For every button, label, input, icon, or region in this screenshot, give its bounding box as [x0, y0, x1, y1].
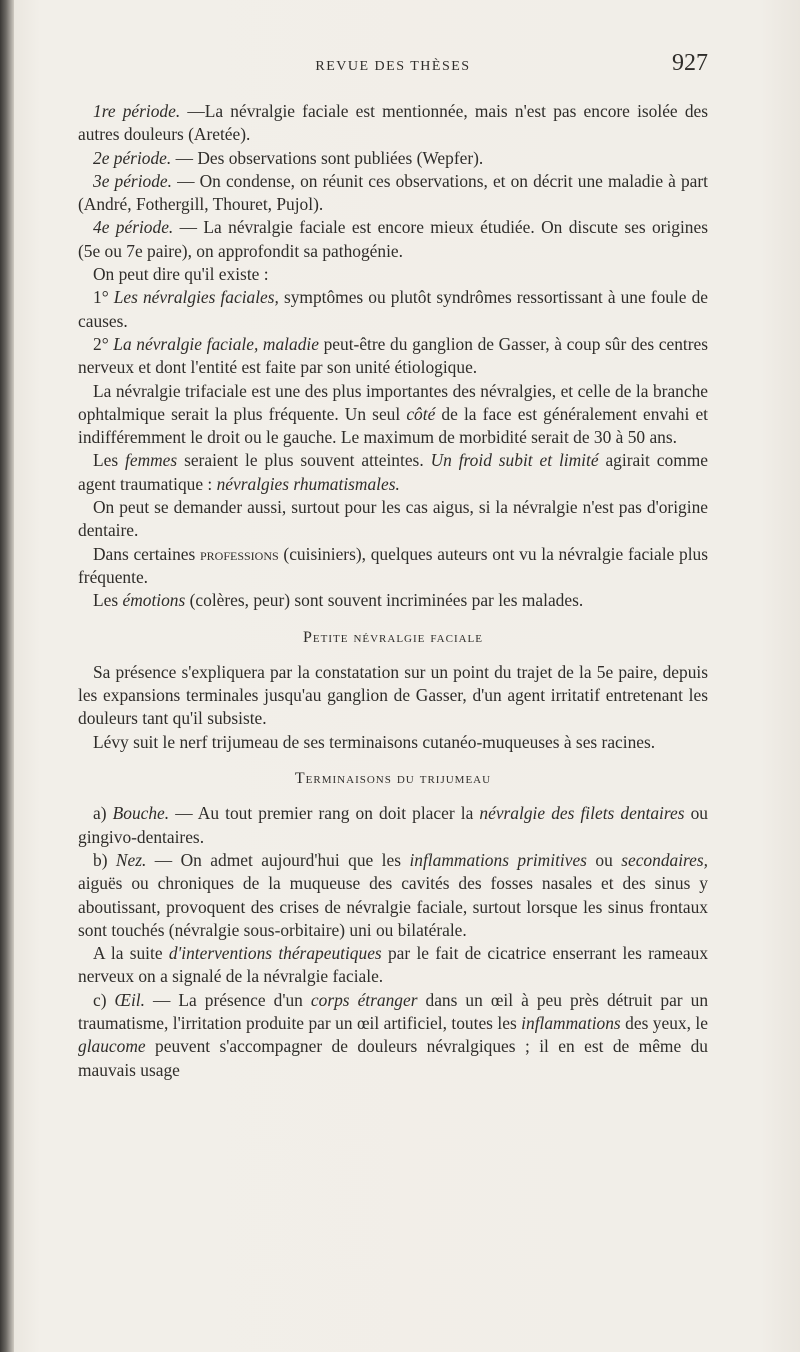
paragraph-item-b — [78, 849, 708, 942]
paragraph — [78, 449, 708, 496]
paragraph-item-c — [78, 989, 708, 1082]
text-run: — On admet aujourd'hui que les — [146, 849, 410, 870]
running-title: REVUE DES THÈSES — [315, 59, 471, 74]
emphasis: émotions — [122, 590, 186, 611]
lead-term: 3e période. — [93, 170, 172, 191]
paragraph — [78, 589, 708, 612]
paragraph-period-4 — [78, 216, 708, 263]
emphasis: côté — [406, 403, 436, 424]
text-run: —La névralgie faciale est mentionnée, mais n'est pas encore isolée des autres douleurs (Aretée). — [78, 101, 709, 145]
text-run: de la face est généralement envahi et indifféremment le droit ou le gauche. Le maximum de morbidité serait de 30 à 50 ans. — [78, 403, 709, 448]
text-run: b) — [93, 849, 116, 870]
text-run: peut-être du ganglion de Gasser, à coup sûr des centres nerveux et dont l'entité est faite par son unité étiologique. — [78, 333, 709, 378]
lead-term: 1re période. — [93, 101, 181, 121]
paragraph: Lévy suit le nerf trijumeau de ses terminaisons cutanéo-muqueuses à ses racines. — [93, 731, 656, 752]
binding-gutter — [0, 0, 14, 1352]
paragraph — [78, 543, 708, 590]
text-run: peuvent s'accompagner de douleurs névralgiques ; il en est de même du mauvais usage — [78, 1036, 708, 1080]
paragraph — [78, 380, 708, 450]
emphasis: névralgies rhumatismales. — [216, 473, 400, 494]
text-run: (cuisiniers), quelques auteurs ont vu la névralgie faciale plus fréquente. — [78, 543, 708, 587]
text-run: — Au tout premier rang on doit placer la — [169, 803, 480, 824]
text-run: (colères, peur) sont souvent incriminées par les malades. — [185, 590, 584, 611]
emphasis: La névralgie faciale, maladie — [113, 333, 319, 354]
paragraph-period-1 — [78, 100, 708, 147]
paragraph-period-3 — [78, 170, 708, 217]
emphasis: corps étranger — [310, 989, 418, 1010]
text-run: aiguës ou chroniques de la muqueuse des cavités des fosses nasales et des sinus y aboutissant, provoquent des crises de névralgie faciale, surtout lorsque les sinus frontaux sont touchés (névralgie sous-orbitaire) uni ou bilatérale. — [78, 873, 708, 940]
text-run: — On condense, on réunit ces observations, et on décrit une maladie à part (André, Fothergill, Thouret, Pujol). — [78, 170, 709, 215]
text-run: seraient le plus souvent atteintes. — [177, 450, 431, 471]
emphasis: Bouche. — [112, 803, 170, 824]
paragraph-item-a — [78, 802, 708, 849]
lead-term: 2e période. — [93, 147, 172, 168]
paragraph-item-2 — [78, 333, 708, 380]
body-text — [78, 100, 708, 1082]
text-run: c) — [93, 989, 115, 1010]
section-heading: Terminaisons du trijumeau — [294, 770, 492, 788]
text-run: La névralgie trifaciale est une des plus importantes des névralgies, et celle de la branche ophtalmique serait la plus fréquente. Un seul — [78, 380, 708, 424]
running-header — [78, 50, 708, 80]
emphasis: Nez. — [115, 849, 147, 870]
emphasis: glaucome — [78, 1036, 146, 1057]
paragraph: On peut dire qu'il existe : — [93, 264, 269, 285]
paragraph: Sa présence s'expliquera par la constatation sur un point du trajet de la 5e paire, depuis les expansions terminales jusqu'au ganglion de Gasser, d'un agent irritatif entretenant les douleurs tant qu'il subsiste. — [78, 661, 708, 729]
text-run: agirait comme agent traumatique : — [78, 450, 708, 494]
text-run: — La névralgie faciale est encore mieux étudiée. On discute ses origines (5e ou 7e paire), on approfondit sa pathogénie. — [78, 217, 708, 261]
text-run: par le fait de cicatrice enserrant les rameaux nerveux on a signalé de la névralgie faciale. — [78, 943, 709, 987]
text-run: ou gingivo-dentaires. — [78, 803, 708, 847]
text-run: dans un œil à peu près détruit par un traumatisme, l'irritation produite par un œil artificiel, toutes les — [78, 989, 709, 1033]
text-run: Les — [93, 450, 126, 471]
page-number: 927 — [672, 50, 708, 76]
paragraph: On peut se demander aussi, surtout pour les cas aigus, si la névralgie n'est pas d'origine dentaire. — [78, 497, 708, 541]
text-run: des yeux, le — [620, 1012, 708, 1033]
text-run: a) — [93, 803, 113, 824]
text-run: ou — [586, 849, 622, 870]
text-run: — La présence d'un — [144, 989, 311, 1010]
emphasis: d'interventions thérapeutiques — [168, 943, 382, 964]
small-caps: professions — [199, 543, 279, 564]
emphasis: inflammations primitives — [409, 849, 587, 870]
emphasis: névralgie des filets dentaires — [479, 803, 685, 824]
section-heading: Petite névralgie faciale — [303, 628, 483, 646]
emphasis: inflammations — [521, 1012, 621, 1033]
text-run: A la suite — [93, 943, 169, 964]
item-number: 2° — [93, 333, 114, 354]
text-run: symptômes ou plutôt syndrômes ressortissant à une foule de causes. — [78, 287, 708, 331]
paragraph — [78, 942, 708, 989]
item-number: 1° — [93, 287, 114, 308]
emphasis: Les névralgies faciales, — [113, 287, 279, 308]
emphasis: secondaires, — [621, 849, 708, 870]
text-run: — Des observations sont publiées (Wepfer). — [171, 147, 484, 168]
paragraph-period-2 — [78, 147, 708, 170]
lead-term: 4e période. — [93, 217, 174, 238]
text-run: Les — [93, 590, 123, 611]
emphasis: Un froid subit et limité — [430, 450, 599, 471]
paragraph-item-1 — [78, 286, 708, 333]
emphasis: Œil. — [114, 989, 145, 1010]
text-run: Dans certaines — [93, 543, 200, 564]
emphasis: femmes — [125, 450, 178, 471]
